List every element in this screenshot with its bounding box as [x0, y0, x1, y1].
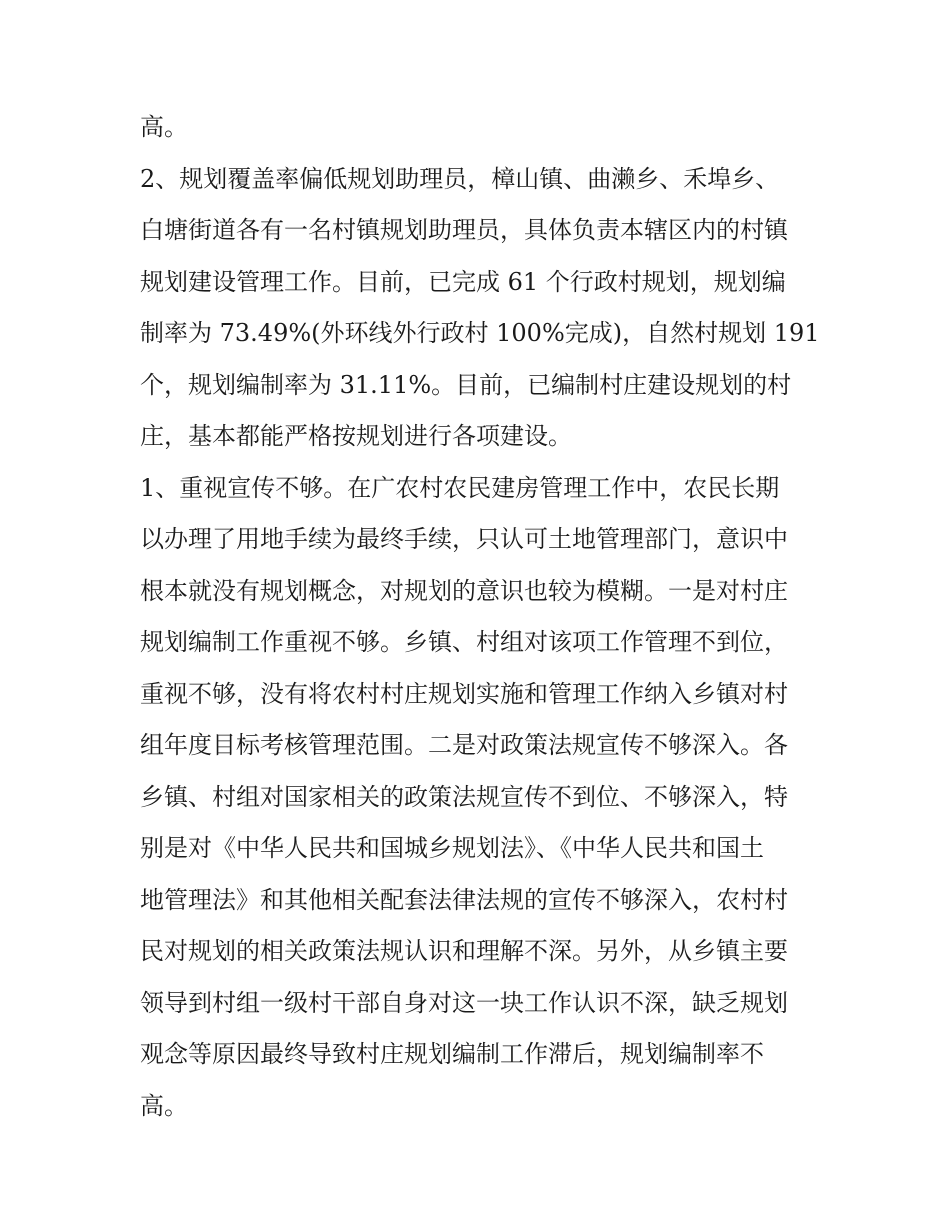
- text-line: 根本就没有规划概念，对规划的意识也较为模糊。一是对村庄: [140, 576, 788, 605]
- text-line: 高。: [140, 1091, 188, 1120]
- text-line: 庄，基本都能严格按规划进行各项建设。: [140, 422, 572, 450]
- text-line: 组年度目标考核管理范围。二是对政策法规宣传不够深入。各: [140, 731, 788, 759]
- text-line: 2、规划覆盖率偏低规划助理员，樟山镇、曲濑乡、禾埠乡、: [140, 164, 780, 193]
- text-line: 个，规划编制率为 31.11%。目前，已编制村庄建设规划的村: [140, 370, 792, 399]
- text-line: 制率为 73.49%(外环线外行政村 100%完成)，自然村规划 191: [140, 319, 820, 347]
- text-line: 民对规划的相关政策法规认识和理解不深。另外，从乡镇主要: [140, 937, 788, 965]
- text-line: 高。: [140, 113, 188, 141]
- text-line: 1、重视宣传不够。在广农村农民建房管理工作中，农民长期: [140, 473, 780, 502]
- text-line: 地管理法》和其他相关配套法律法规的宣传不够深入，农村村: [140, 885, 788, 914]
- text-line: 重视不够，没有将农村村庄规划实施和管理工作纳入乡镇对村: [140, 679, 788, 708]
- text-line: 观念等原因最终导致村庄规划编制工作滞后，规划编制率不: [140, 1040, 764, 1068]
- body-text: [140, 102, 820, 1132]
- text-line: 规划编制工作重视不够。乡镇、村组对该项工作管理不到位，: [140, 628, 788, 656]
- text-line: 领导到村组一级村干部自身对这一块工作认识不深，缺乏规划: [140, 988, 788, 1017]
- text-line: 白塘街道各有一名村镇规划助理员，具体负责本辖区内的村镇: [140, 216, 788, 244]
- text-line: 以办理了用地手续为最终手续，只认可土地管理部门，意识中: [140, 525, 788, 553]
- text-line: 别是对《中华人民共和国城乡规划法》、《中华人民共和国土: [140, 834, 764, 862]
- text-line: 乡镇、村组对国家相关的政策法规宣传不到位、不够深入，特: [140, 782, 788, 811]
- text-line: 规划建设管理工作。目前，已完成 61 个行政村规划，规划编: [140, 267, 786, 296]
